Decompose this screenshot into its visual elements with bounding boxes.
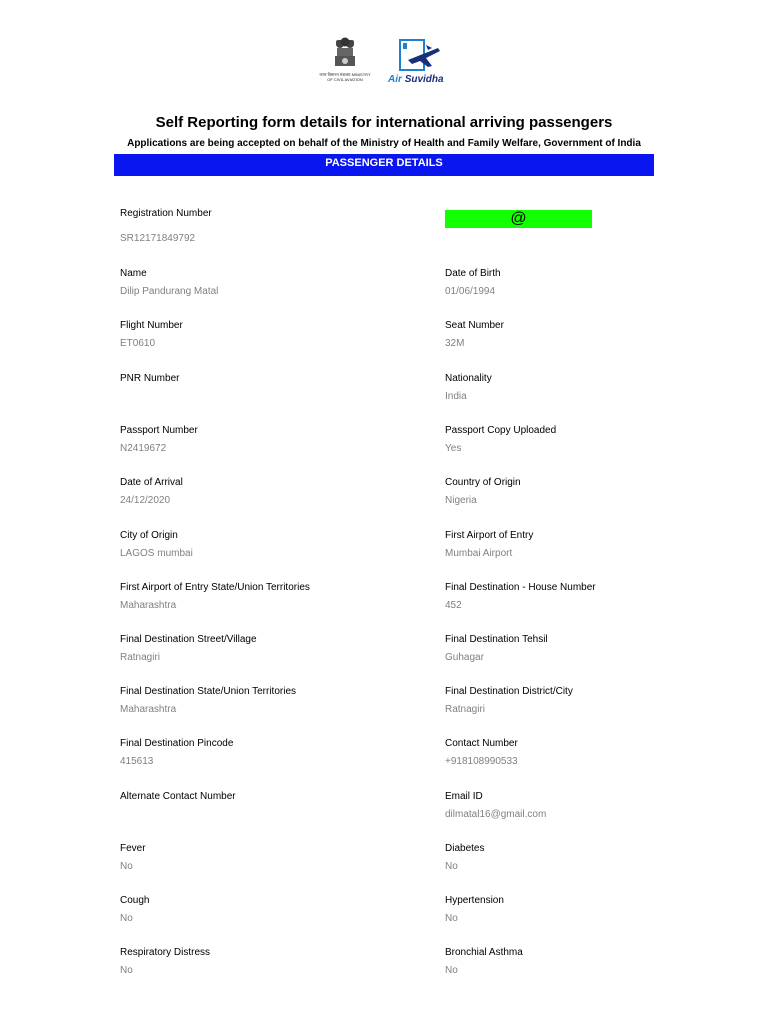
field-cough <box>120 895 420 924</box>
field-contact-number <box>445 738 745 767</box>
field-pnr-number <box>120 373 420 391</box>
field-label: Nationality <box>445 373 492 384</box>
field-date-of-arrival <box>120 477 420 506</box>
field-label: PNR Number <box>120 373 180 384</box>
field-flight-number <box>120 320 420 349</box>
field-value: Nigeria <box>445 495 477 506</box>
field-label: Name <box>120 268 147 279</box>
field-label: Registration Number <box>120 208 212 219</box>
national-emblem-logo <box>318 34 372 86</box>
field-bronchial-asthma <box>445 947 745 976</box>
field-label: Cough <box>120 895 150 906</box>
field-value: 415613 <box>120 756 154 767</box>
field-value: Maharashtra <box>120 600 177 611</box>
field-label: Final Destination District/City <box>445 686 573 697</box>
field-label: Bronchial Asthma <box>445 947 523 958</box>
field-label: Final Destination - House Number <box>445 582 596 593</box>
field-value: dilmatal16@gmail.com <box>445 809 547 820</box>
field-final-destination-district <box>445 686 745 715</box>
section-header-passenger-details: PASSENGER DETAILS <box>114 154 654 176</box>
field-seat-number <box>445 320 745 349</box>
field-value: 24/12/2020 <box>120 495 171 506</box>
field-label: Final Destination Pincode <box>120 738 234 749</box>
field-value: India <box>445 391 467 402</box>
logo-area <box>0 30 768 90</box>
field-final-destination-tehsil <box>445 634 745 663</box>
field-value: 01/06/1994 <box>445 286 496 297</box>
field-final-destination-pincode <box>120 738 420 767</box>
logo-name-text: Suvidha <box>404 74 444 85</box>
field-final-destination-state <box>120 686 420 715</box>
field-hypertension <box>445 895 745 924</box>
field-label: Country of Origin <box>445 477 521 488</box>
field-alternate-contact-number <box>120 791 420 809</box>
field-value: No <box>445 913 458 924</box>
field-first-airport-of-entry <box>445 530 745 559</box>
field-value: No <box>120 861 133 872</box>
field-final-destination-street <box>120 634 420 663</box>
field-value: Ratnagiri <box>120 652 161 663</box>
emblem-icon <box>318 34 372 72</box>
field-value: N2419672 <box>120 443 167 454</box>
field-label: Final Destination Street/Village <box>120 634 257 645</box>
field-label: Diabetes <box>445 843 485 854</box>
field-value: LAGOS mumbai <box>120 548 193 559</box>
field-value: 452 <box>445 600 462 611</box>
field-label: Final Destination Tehsil <box>445 634 548 645</box>
air-suvidha-logo <box>386 36 450 88</box>
field-passport-copy-uploaded <box>445 425 745 454</box>
field-fever <box>120 843 420 872</box>
field-date-of-birth <box>445 268 745 297</box>
field-value: +918108990533 <box>445 756 518 767</box>
field-label: Respiratory Distress <box>120 947 211 958</box>
field-value: No <box>445 965 458 976</box>
emblem-caption: नागर विमानन मंत्रालय MINISTRY OF CIVIL AVIATION <box>319 72 371 82</box>
field-label: Date of Birth <box>445 268 501 279</box>
field-value: 32M <box>445 338 465 349</box>
field-label: Email ID <box>445 791 483 802</box>
field-passport-number <box>120 425 420 454</box>
field-label: Passport Number <box>120 425 198 436</box>
field-value: Dilip Pandurang Matal <box>120 286 219 297</box>
field-nationality <box>445 373 745 402</box>
field-label: Alternate Contact Number <box>120 791 236 802</box>
field-registration-number <box>120 208 420 244</box>
field-label: Fever <box>120 843 146 854</box>
field-value: Ratnagiri <box>445 704 486 715</box>
field-final-destination-house-number <box>445 582 745 611</box>
field-first-airport-state <box>120 582 420 611</box>
field-value: SR12171849792 <box>120 233 196 244</box>
field-label: First Airport of Entry <box>445 530 534 541</box>
field-city-of-origin <box>120 530 420 559</box>
status-badge: @ <box>445 210 592 228</box>
field-value: Mumbai Airport <box>445 548 513 559</box>
field-label: Final Destination State/Union Territories <box>120 686 297 697</box>
field-value: Guhagar <box>445 652 484 663</box>
page-title: Self Reporting form details for international arriving passengers <box>155 114 613 131</box>
field-name <box>120 268 420 297</box>
field-value: No <box>445 861 458 872</box>
logo-air-text: Air <box>388 74 402 85</box>
field-label: Passport Copy Uploaded <box>445 425 557 436</box>
field-label: First Airport of Entry State/Union Territories <box>120 582 310 593</box>
field-label: Contact Number <box>445 738 518 749</box>
field-diabetes <box>445 843 745 872</box>
field-label: Hypertension <box>445 895 504 906</box>
field-label: Seat Number <box>445 320 504 331</box>
field-value: No <box>120 965 133 976</box>
field-value: Yes <box>445 443 462 454</box>
field-label: Date of Arrival <box>120 477 183 488</box>
page-subtitle: Applications are being accepted on behalf of the Ministry of Health and Family Welfare, Government of India <box>127 138 641 149</box>
air-suvidha-wordmark <box>388 74 444 85</box>
field-respiratory-distress <box>120 947 420 976</box>
field-label: City of Origin <box>120 530 178 541</box>
field-country-of-origin <box>445 477 745 506</box>
field-value: Maharashtra <box>120 704 177 715</box>
field-email-id <box>445 791 745 820</box>
field-label: Flight Number <box>120 320 183 331</box>
field-value: No <box>120 913 133 924</box>
field-value: ET0610 <box>120 338 156 349</box>
airplane-icon <box>386 36 450 76</box>
